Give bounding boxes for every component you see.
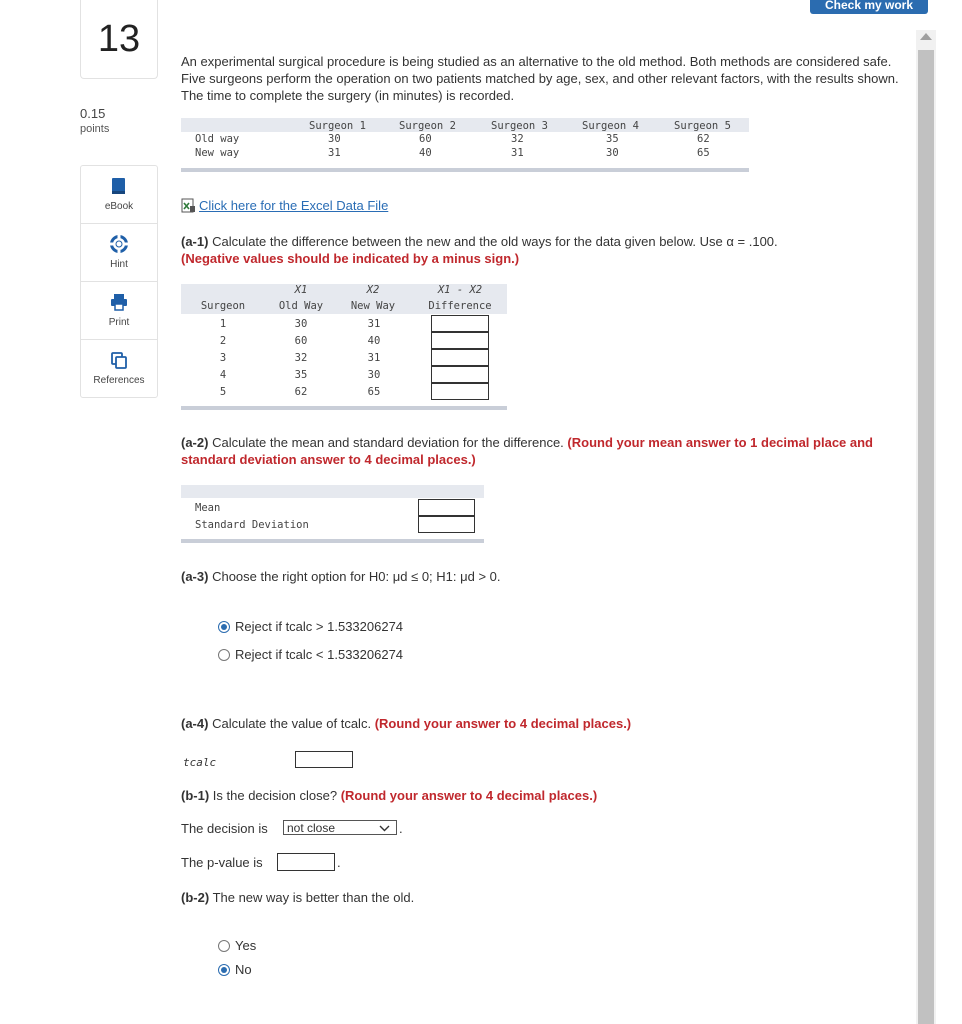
question-number: 13 bbox=[80, 0, 158, 79]
stats-table-header bbox=[181, 485, 484, 498]
scroll-up-arrow-icon[interactable] bbox=[920, 33, 932, 40]
col-header: Surgeon 1 bbox=[309, 120, 366, 132]
a1-text: Calculate the difference between the new and the old ways for the data given below. Use α = .100. bbox=[212, 234, 778, 249]
col-header: Surgeon 4 bbox=[582, 120, 639, 132]
copy-icon bbox=[110, 351, 128, 369]
sd-input[interactable] bbox=[418, 516, 475, 533]
b2-option-no-label: No bbox=[235, 962, 252, 977]
decision-prefix: The decision is bbox=[181, 821, 268, 836]
points-label: points bbox=[80, 123, 110, 135]
a2-label: (a-2) bbox=[181, 435, 209, 450]
print-button[interactable] bbox=[81, 282, 157, 340]
excel-file-icon bbox=[181, 198, 196, 213]
stats-table-footer bbox=[181, 539, 484, 543]
printer-icon bbox=[110, 293, 128, 311]
excel-link-text[interactable]: Click here for the Excel Data File bbox=[199, 198, 389, 213]
col-old-way: Old Way bbox=[278, 300, 324, 312]
surgeon-id: 5 bbox=[219, 386, 227, 398]
lifebuoy-icon bbox=[110, 235, 128, 253]
tcalc-label: tcalc bbox=[183, 756, 217, 769]
radio-selected[interactable] bbox=[218, 621, 230, 633]
new-way-value: 31 bbox=[367, 352, 381, 364]
surgeon-id: 3 bbox=[219, 352, 227, 364]
new-way-value: 31 bbox=[367, 318, 381, 330]
difference-input-3[interactable] bbox=[431, 349, 489, 366]
col-header: Surgeon 5 bbox=[674, 120, 731, 132]
a4-note: (Round your answer to 4 decimal places.) bbox=[374, 716, 632, 731]
print-label: Print bbox=[108, 317, 130, 328]
chevron-down-icon bbox=[379, 825, 390, 832]
a3-option-2[interactable] bbox=[218, 646, 403, 663]
col-diff-symbol: X1 - X2 bbox=[437, 284, 483, 296]
points-value: 0.15 bbox=[80, 106, 106, 121]
difference-input-4[interactable] bbox=[431, 366, 489, 383]
b2-label: (b-2) bbox=[181, 890, 210, 905]
old-way-value: 35 bbox=[294, 369, 308, 381]
difference-input-2[interactable] bbox=[431, 332, 489, 349]
b2-option-yes-label: Yes bbox=[235, 938, 257, 953]
decision-select[interactable] bbox=[283, 820, 397, 835]
radio-unselected[interactable] bbox=[218, 940, 230, 952]
new-way-value: 30 bbox=[367, 369, 381, 381]
decision-select-value: not close bbox=[287, 820, 336, 835]
row-label: Old way bbox=[195, 133, 240, 145]
old-way-value: 62 bbox=[294, 386, 308, 398]
b2-text: The new way is better than the old. bbox=[212, 890, 415, 905]
difference-input-1[interactable] bbox=[431, 315, 489, 332]
new-way-value: 65 bbox=[367, 386, 381, 398]
tool-panel bbox=[80, 165, 158, 398]
col-header: Surgeon 3 bbox=[491, 120, 548, 132]
b1-note: (Round your answer to 4 decimal places.) bbox=[340, 788, 598, 803]
col-x1-symbol: X1 bbox=[294, 284, 308, 296]
surgeon-id: 2 bbox=[219, 335, 227, 347]
question-b1 bbox=[181, 787, 781, 804]
tcalc-input[interactable] bbox=[295, 751, 353, 768]
scrollbar-thumb[interactable] bbox=[918, 50, 934, 1024]
a4-label: (a-4) bbox=[181, 716, 209, 731]
pvalue-prefix: The p-value is bbox=[181, 855, 263, 870]
ebook-button[interactable] bbox=[81, 166, 157, 224]
a2-note: (Round your mean answer to 1 decimal place and standard deviation answer to 4 decimal places.) bbox=[181, 435, 873, 467]
question-a1 bbox=[181, 233, 881, 267]
table-cell: 65 bbox=[697, 147, 710, 159]
a3-option-1-label: Reject if tcalc > 1.533206274 bbox=[235, 619, 404, 634]
book-icon bbox=[110, 177, 128, 195]
excel-data-link[interactable] bbox=[181, 198, 388, 213]
question-a2 bbox=[181, 434, 891, 468]
radio-selected[interactable] bbox=[218, 964, 230, 976]
mean-label: Mean bbox=[195, 502, 221, 514]
col-new-way: New Way bbox=[350, 300, 396, 312]
col-header: Surgeon 2 bbox=[399, 120, 456, 132]
table-cell: 35 bbox=[606, 133, 619, 145]
difference-input-5[interactable] bbox=[431, 383, 489, 400]
table-cell: 31 bbox=[328, 147, 341, 159]
pvalue-input[interactable] bbox=[277, 853, 335, 871]
b1-label: (b-1) bbox=[181, 788, 210, 803]
table-cell: 40 bbox=[419, 147, 432, 159]
old-way-value: 60 bbox=[294, 335, 308, 347]
table-cell: 31 bbox=[511, 147, 524, 159]
new-way-value: 40 bbox=[367, 335, 381, 347]
a4-text: Calculate the value of tcalc. bbox=[212, 716, 372, 731]
question-b2 bbox=[181, 889, 781, 906]
ebook-label: eBook bbox=[104, 201, 134, 212]
col-x2-symbol: X2 bbox=[366, 284, 380, 296]
question-a3 bbox=[181, 568, 781, 585]
a3-option-2-label: Reject if tcalc < 1.533206274 bbox=[235, 647, 404, 662]
radio-unselected[interactable] bbox=[218, 649, 230, 661]
question-a4 bbox=[181, 715, 781, 732]
row-label: New way bbox=[195, 147, 240, 159]
col-difference: Difference bbox=[428, 300, 492, 312]
a1-label: (a-1) bbox=[181, 234, 209, 249]
table-cell: 62 bbox=[697, 133, 710, 145]
a3-label: (a-3) bbox=[181, 569, 209, 584]
hint-button[interactable] bbox=[81, 224, 157, 282]
a1-note: (Negative values should be indicated by a minus sign.) bbox=[181, 251, 520, 266]
a2-text: Calculate the mean and standard deviation for the difference. bbox=[212, 435, 564, 450]
mean-input[interactable] bbox=[418, 499, 475, 516]
table-cell: 30 bbox=[328, 133, 341, 145]
old-way-value: 30 bbox=[294, 318, 308, 330]
table-cell: 30 bbox=[606, 147, 619, 159]
surgeon-id: 4 bbox=[219, 369, 227, 381]
old-way-value: 32 bbox=[294, 352, 308, 364]
surgeon-id: 1 bbox=[219, 318, 227, 330]
hint-label: Hint bbox=[110, 259, 128, 270]
sd-label: Standard Deviation bbox=[195, 519, 309, 531]
a3-option-1[interactable] bbox=[218, 618, 403, 635]
col-surgeon: Surgeon bbox=[200, 300, 246, 312]
a3-text: Choose the right option for H0: μd ≤ 0; H1: μd > 0. bbox=[212, 569, 501, 584]
period: . bbox=[337, 855, 341, 870]
period: . bbox=[399, 821, 403, 836]
references-label: References bbox=[93, 375, 145, 386]
b2-option-no[interactable] bbox=[218, 961, 252, 978]
table-cell: 32 bbox=[511, 133, 524, 145]
problem-statement: An experimental surgical procedure is being studied as an alternative to the old method. Both methods are considered safe. Five surgeons perform the operation on two patients matched by age, sex, and other relevant factors, with the results shown. The time to complete the surgery (in minutes) is recorded. bbox=[181, 54, 899, 103]
references-button[interactable] bbox=[81, 340, 157, 397]
b1-text: Is the decision close? bbox=[212, 788, 338, 803]
table-cell: 60 bbox=[419, 133, 432, 145]
check-my-work-button[interactable]: Check my work bbox=[810, 0, 928, 14]
b2-option-yes[interactable] bbox=[218, 937, 256, 954]
surgeon-data-table bbox=[181, 118, 749, 172]
